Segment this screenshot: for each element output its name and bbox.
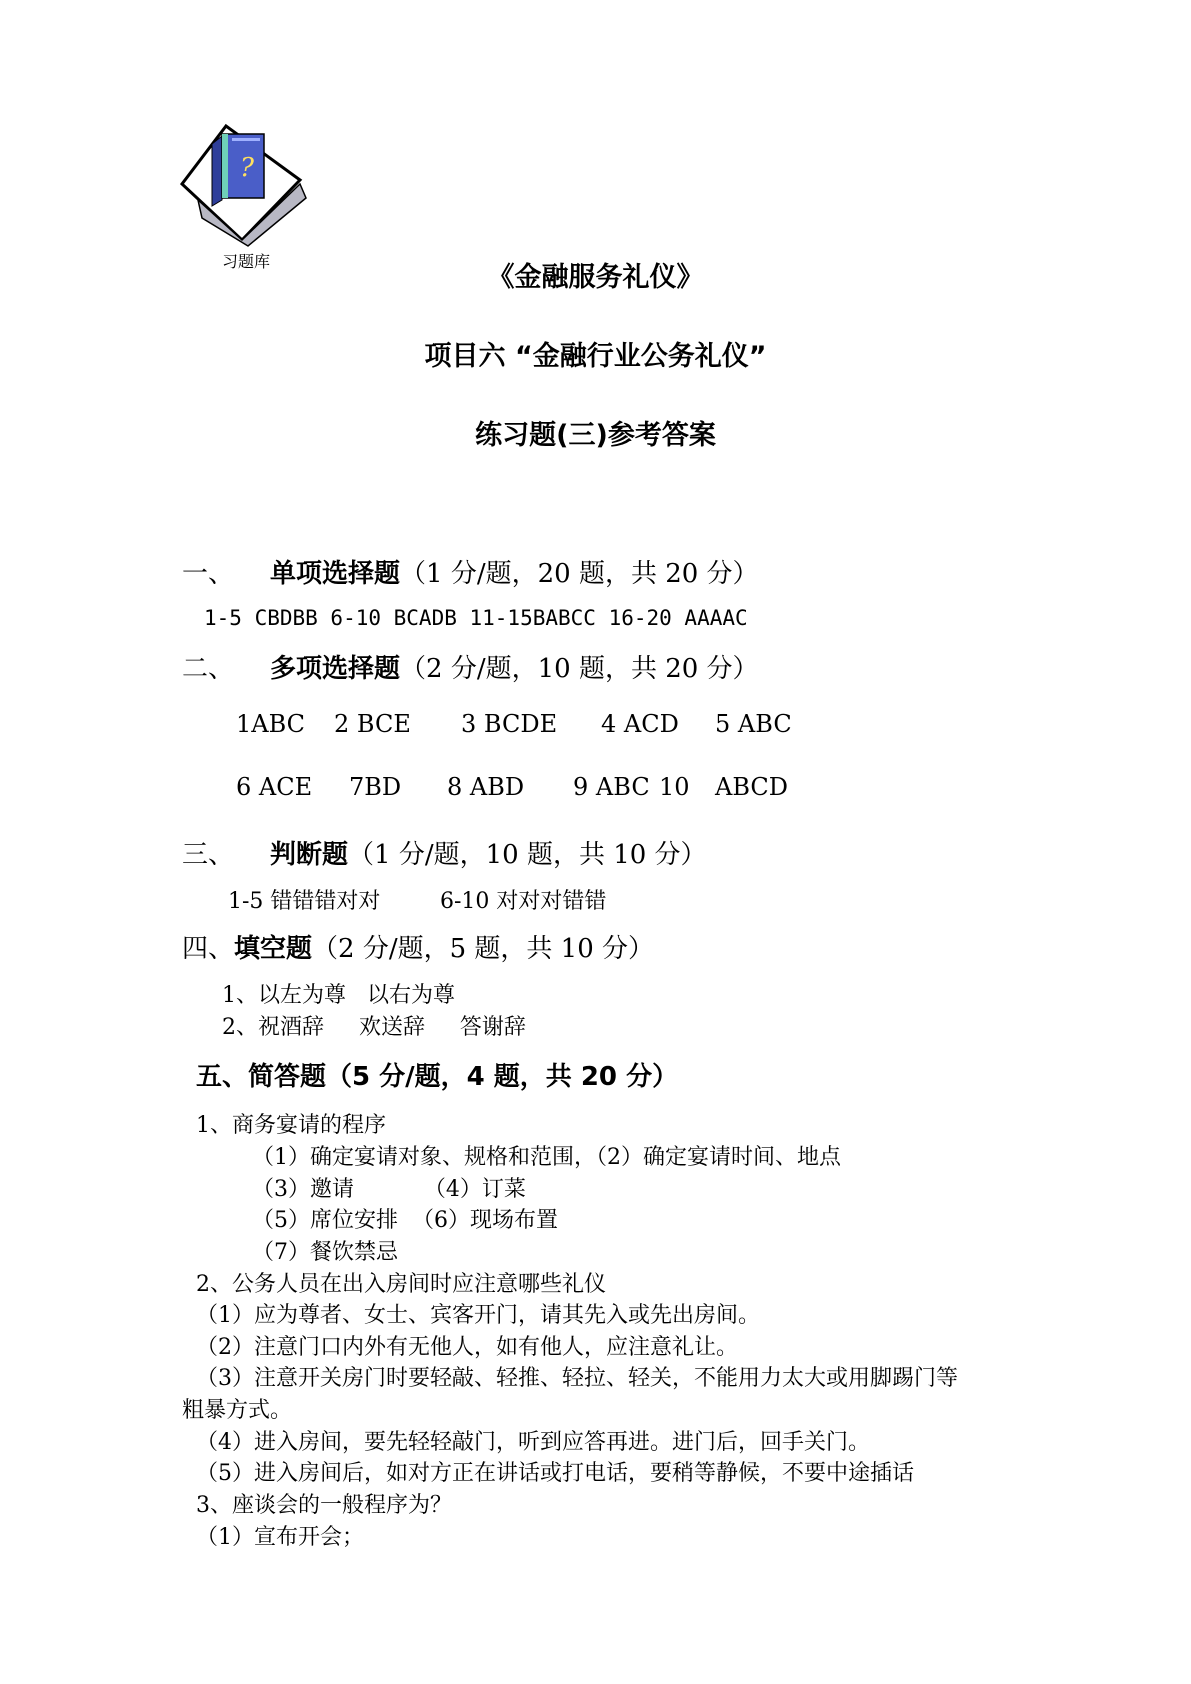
question-3-line: （1）宣布开会；: [196, 1525, 364, 1550]
section-score: （1 分/题，10 题，共 10 分）: [348, 840, 707, 870]
question-2-line: 粗暴方式。: [182, 1398, 293, 1423]
section-score: （2 分/题，5 题，共 10 分）: [312, 934, 655, 964]
answer-cell: 10: [659, 773, 690, 801]
section-name: 多项选择题: [270, 654, 401, 684]
question-2: 2、公务人员在出入房间时应注意哪些礼仪: [196, 1272, 606, 1297]
answer-cell: 6 ACE: [236, 773, 313, 801]
svg-text:?: ?: [240, 153, 254, 183]
question-1-line: （1）确定宴请对象、规格和范围，（2）确定宴请时间、地点: [252, 1145, 841, 1170]
section-2-heading: [182, 648, 759, 685]
project-title: 项目六 “金融行业公务礼仪”: [424, 341, 767, 372]
question-book-icon: [178, 122, 308, 247]
logo-caption: 习题库: [222, 252, 271, 271]
section-3-answers-a: 1-5 错错错对对: [228, 889, 381, 914]
exercise-title: 练习题(三)参考答案: [475, 420, 716, 451]
fill-answer-2: 2、祝酒辞 欢送辞 答谢辞: [222, 1015, 526, 1040]
answer-cell: 7BD: [349, 773, 402, 801]
section-4-heading: [182, 928, 654, 965]
question-2-line: （3）注意开关房门时要轻敲、轻推、轻拉、轻关，不能用力太大或用脚踢门等: [196, 1366, 958, 1391]
course-title: 《金融服务礼仪》: [487, 262, 704, 293]
question-2-line: （5）进入房间后，如对方正在讲话或打电话，要稍等静候，不要中途插话: [196, 1461, 914, 1486]
section-1-answers: 1-5 CBDBB 6-10 BCADB 11-15BABCC 16-20 AAAAC: [204, 606, 748, 630]
answer-cell: 5 ABC: [715, 710, 792, 738]
section-name: 单项选择题: [270, 559, 401, 589]
answer-cell: 1ABC: [236, 710, 306, 738]
section-5-heading: 五、简答题（5 分/题，4 题，共 20 分）: [196, 1062, 679, 1092]
section-number: 二、: [182, 654, 235, 684]
answer-cell: 8 ABD: [447, 773, 525, 801]
answer-cell: 2 BCE: [334, 710, 411, 738]
answer-cell: 3 BCDE: [461, 710, 558, 738]
answer-cell: ABCD: [715, 773, 789, 801]
section-name: 填空题: [234, 934, 313, 964]
section-1-heading: [182, 553, 759, 590]
question-3: 3、座谈会的一般程序为？: [196, 1493, 452, 1518]
question-1-line: （5）席位安排 （6）现场布置: [252, 1208, 558, 1233]
section-3-answers-b: 6-10 对对对错错: [440, 889, 607, 914]
section-score: （2 分/题，10 题，共 20 分）: [400, 654, 759, 684]
question-2-line: （2）注意门口内外有无他人，如有他人，应注意礼让。: [196, 1335, 738, 1360]
section-number: 四、: [182, 934, 235, 964]
fill-answer-1: 1、以左为尊 以右为尊: [222, 983, 455, 1008]
question-2-line: （4）进入房间，要先轻轻敲门，听到应答再进。进门后，回手关门。: [196, 1430, 870, 1455]
section-number: 三、: [182, 840, 235, 870]
answer-cell: 4 ACD: [601, 710, 679, 738]
question-1-line: （3）邀请 （4）订菜: [252, 1177, 526, 1202]
question-1-line: （7）餐饮禁忌: [252, 1240, 398, 1265]
section-name: 判断题: [270, 840, 349, 870]
question-2-line: （1）应为尊者、女士、宾客开门，请其先入或先出房间。: [196, 1303, 760, 1328]
section-score: （1 分/题，20 题，共 20 分）: [400, 559, 759, 589]
section-3-heading: [182, 834, 707, 871]
question-1: 1、商务宴请的程序: [196, 1113, 386, 1138]
section-number: 一、: [182, 559, 235, 589]
answer-cell: 9 ABC: [573, 773, 650, 801]
